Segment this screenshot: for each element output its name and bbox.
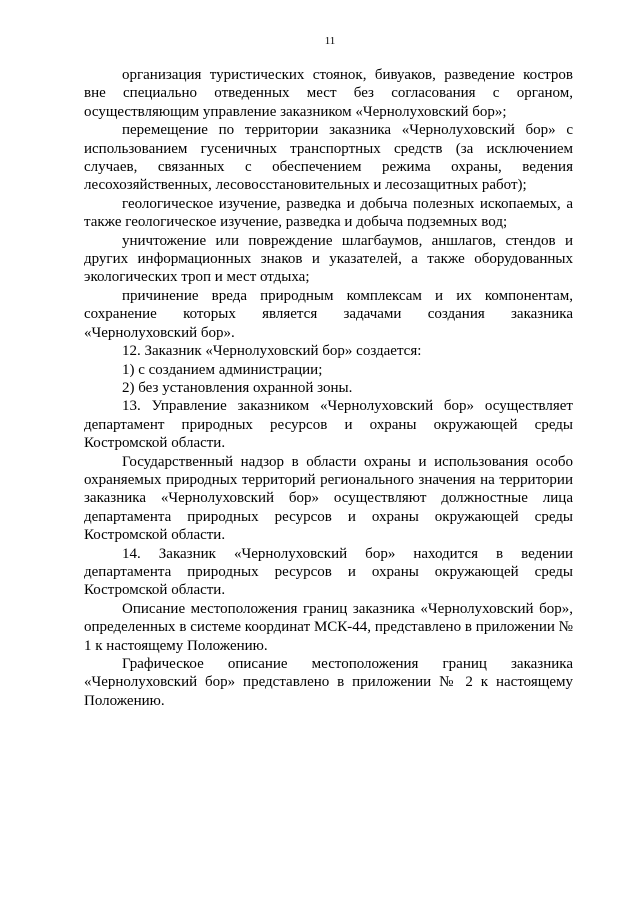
document-body [84,66,573,710]
paragraph-prohibition-harm: причинение вреда природным комплексам и их компонентам, сохранение которых является задачами создания заказника «Чернолуховский бор». [84,287,573,341]
page-number: 11 [324,35,336,47]
paragraph-clause-12-item-1: 1) с созданием администрации; [122,361,323,378]
paragraph-clause-13: 13. Управление заказником «Чернолуховский бор» осуществляет департамент природных ресурсов и охраны окружающей среды Костромской области. [84,398,573,452]
paragraph-prohibition-geology: геологическое изучение, разведка и добыча полезных ископаемых, а также геологическое изучение, разведка и добыча подземных вод; [84,195,573,231]
paragraph-boundary-description: Описание местоположения границ заказника «Чернолуховский бор», определенных в системе координат МСК-44, представлено в приложении № 1 к настоящему Положению. [84,600,573,654]
paragraph-state-supervision: Государственный надзор в области охраны и использования особо охраняемых природных территорий регионального значения на территории заказника «Чернолуховский бор» осуществляют должностные лица департамента природных ресурсов и охраны окружающей среды Костромской области. [84,453,573,544]
paragraph-clause-12-item-2: 2) без установления охранной зоны. [122,379,353,396]
paragraph-prohibition-camping: организация туристических стоянок, бивуаков, разведение костров вне специально отведенных мест без согласования с органом, осуществляющим управление заказником «Чернолуховский бор»; [84,67,573,120]
paragraph-graphic-description: Графическое описание местоположения границ заказника «Чернолуховский бор» представлено в приложении № 2 к настоящему Положению. [84,656,573,709]
paragraph-prohibition-tracked-vehicles: перемещение по территории заказника «Чернолуховский бор» с использованием гусеничных транспортных средств (за исключением случаев, связанных с обеспечением режима охраны, ведения лесохозяйственных, лесовосстановительных и лесозащитных работ); [84,122,573,194]
paragraph-clause-12: 12. Заказник «Чернолуховский бор» создается: [122,343,422,360]
paragraph-prohibition-damage-signs: уничтожение или повреждение шлагбаумов, аншлагов, стендов и других информационных знаков и указателей, а также оборудованных экологических троп и мест отдыха; [84,232,573,286]
paragraph-clause-14: 14. Заказник «Чернолуховский бор» находится в ведении департамента природных ресурсов и охраны окружающей среды Костромской области. [84,545,573,599]
